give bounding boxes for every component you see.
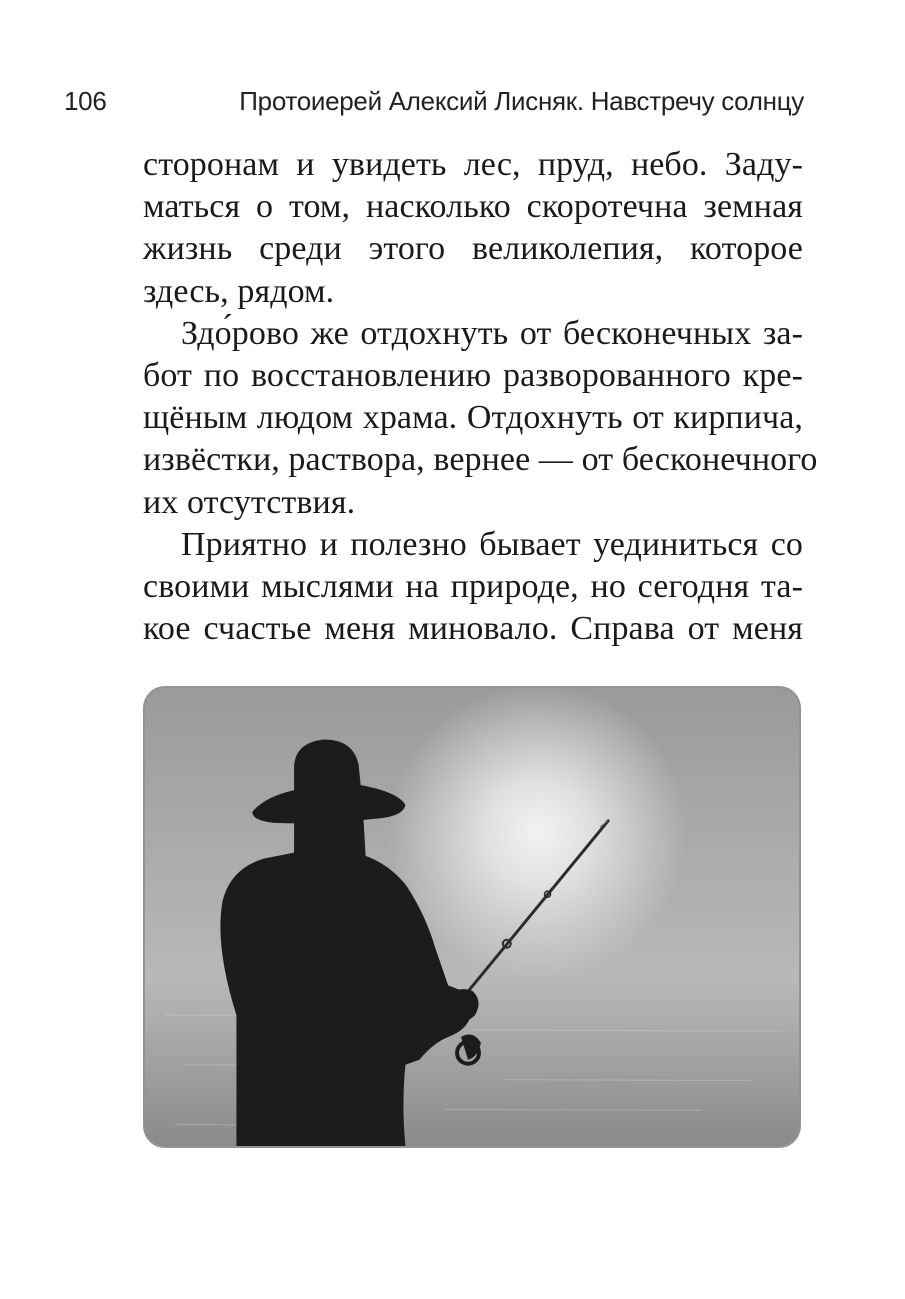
text-line: щёным людом храма. Отдохнуть от кирпича, [143,399,803,437]
text-line: здесь, рядом. [143,272,335,310]
text-line: Здо́рово же отдохнуть от бесконечных за- [181,314,803,352]
text-line: своими мыслями на природе, но сегодня та- [143,568,803,606]
text-line: жизнь среди этого великолепия, которое [143,230,803,268]
paragraph [143,313,818,524]
running-head [64,86,804,122]
sun-glow [389,688,687,980]
text-line: кое счастье меня миновало. Справа от меня [143,610,803,648]
text-line: бот по восстановлению разворованного кре- [143,357,803,395]
text-line: сторонам и увидеть лес, пруд, небо. Заду- [143,146,803,183]
text-line: маться о том, насколько скоротечна земная [143,188,803,226]
text-line: Приятно и полезно бывает уединиться со [181,525,803,563]
running-title: Протоиерей Алексий Лисняк. Навстречу солнцу [239,86,804,116]
body-text [143,144,818,650]
page-number: 106 [64,86,107,116]
text-line: извёстки, раствора, вернее — от бесконечного [143,441,818,479]
paragraph [143,144,803,313]
paragraph [143,524,803,651]
text-line: их отсутствия. [143,483,356,521]
fisherman-illustration [145,688,799,1146]
fisherman-photo [143,686,801,1148]
